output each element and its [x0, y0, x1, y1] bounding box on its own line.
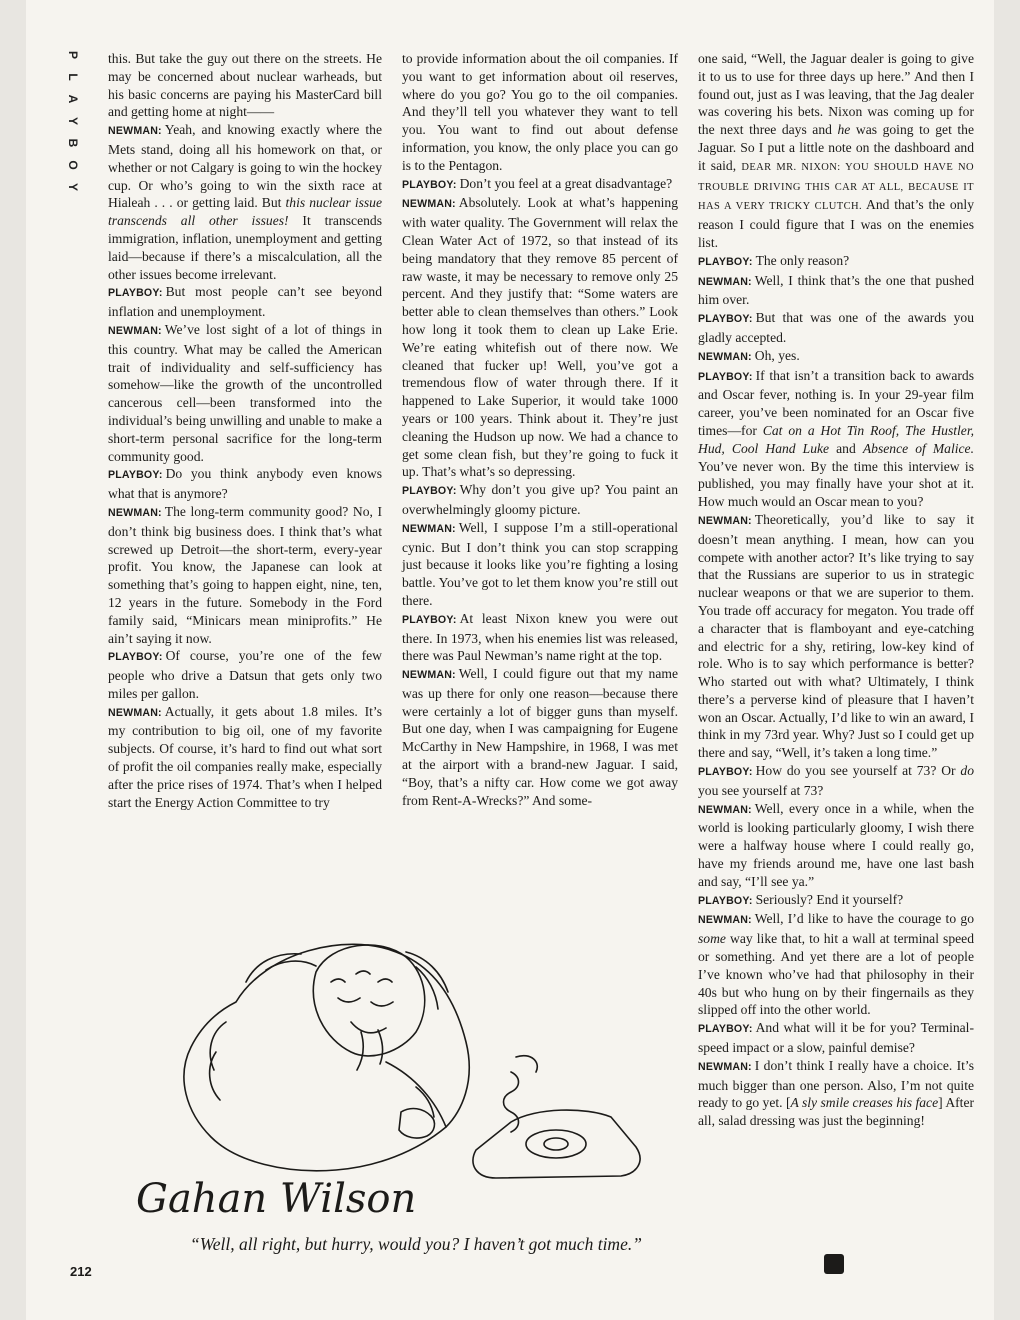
- text-run: But most people can’t see beyond inflation and unemployment.: [108, 284, 382, 320]
- speaker-label: NEWMAN:: [108, 324, 162, 337]
- speaker-label: NEWMAN:: [698, 914, 752, 927]
- column-2: [402, 50, 678, 809]
- masthead-letter: P: [66, 50, 80, 59]
- page-number: 212: [70, 1264, 92, 1279]
- interview-paragraph: [108, 465, 382, 503]
- masthead-letter: Y: [66, 182, 80, 191]
- interview-paragraph: [698, 891, 974, 911]
- text-run: Do you think anybody even knows what that is anymore?: [108, 466, 382, 502]
- text-run: Yeah, and knowing exactly where the Mets stand, doing all his homework on that, or whether or not Calgary is going to win the hockey cup. Or who’s going to win the sixth race at Hialeah . . . or getting laid. But: [108, 122, 382, 211]
- text-run: The long-term community good? No, I don’t think big business does. I think that’s what screwed up Detroit—the short-term, every-year profit. You know, the Japanese can look at something that’s going to happen eight, nine, ten, 12 years in the future. Somebody in the Ford family said, “Minicars mean miniprofits.” He ain’t saying it now.: [108, 503, 382, 646]
- telephone-icon: [473, 1110, 640, 1178]
- speaker-label: NEWMAN:: [698, 514, 752, 527]
- text-run: do: [960, 763, 974, 779]
- interview-paragraph: [698, 252, 974, 272]
- interview-paragraph: [698, 50, 974, 252]
- masthead-letter: B: [66, 138, 80, 148]
- text-run: Well, I suppose I’m a still-operational cynic. But I don’t think you can stop scrapping just because it looks like you’re fighting a losing battle. You’ve got to let them know you’re still out there.: [402, 519, 678, 608]
- text-run: way like that, to hit a wall at terminal speed or something. And yet there are a lot of people I’ve known who’ve had that philosophy in their 40s but who hung on by their fingernails as they slipped off into the other world.: [698, 931, 974, 1018]
- interview-paragraph: [698, 762, 974, 800]
- text-run: he: [837, 122, 851, 138]
- speaker-label: PLAYBOY:: [698, 766, 753, 779]
- speaker-label: PLAYBOY:: [698, 313, 753, 326]
- speaker-label: NEWMAN:: [402, 669, 456, 682]
- text-run: Seriously? End it yourself?: [755, 891, 904, 907]
- cartoon-illustration: [116, 912, 676, 1222]
- interview-paragraph: [402, 519, 678, 610]
- text-run: At least Nixon knew you were out there. In 1973, when his enemies list was released, there was Paul Newman’s name right at the top.: [402, 610, 678, 664]
- text-run: Well, I’d like to have the courage to go: [754, 911, 974, 927]
- interview-paragraph: [402, 610, 678, 665]
- interview-paragraph: [698, 272, 974, 310]
- masthead-letter: O: [66, 160, 80, 170]
- text-run: You’ve never won. By the time this interview is published, you may finally have your shot at it. How much would an Oscar mean to you?: [698, 458, 974, 510]
- speaker-label: PLAYBOY:: [108, 287, 163, 300]
- speaker-label: NEWMAN:: [698, 275, 752, 288]
- text-run: Cat on a Hot Tin Roof, The Hustler, Hud, Cool Hand Luke: [698, 422, 974, 456]
- text-run: Actually, it gets about 1.8 miles. It’s my contribution to big oil, one of my favorite subjects. Of course, it’s hard to find out what sort of profit the oil companies really make, especially after the price rises of 1974. That’s when I helped start the Energy Action Committee to try: [108, 703, 382, 810]
- text-run: to provide information about the oil companies. If you want to get information about oil reserves, where do you go? You go to the oil companies. And they’ll tell you whatever they want to tell you. You want to find out about defense information, you know, the only place you can go is to the Pentagon.: [402, 51, 678, 173]
- text-run: How do you see yourself at 73? Or: [755, 763, 961, 779]
- speaker-label: PLAYBOY:: [108, 469, 163, 482]
- interview-paragraph: [698, 1057, 974, 1130]
- interview-paragraph: [402, 481, 678, 519]
- speaker-label: PLAYBOY:: [698, 255, 753, 268]
- speaker-label: PLAYBOY:: [698, 1023, 753, 1036]
- text-run: I don’t think I really have a choice. It’s much bigger than one person. Also, I’m not quite ready to go yet. [: [698, 1057, 974, 1111]
- interview-paragraph: [698, 1019, 974, 1057]
- text-run: If that isn’t a transition back to awards and Oscar fever, nothing is. In your 29-year film career, you’ve been nominated for an Oscar five times—for: [698, 367, 974, 438]
- text-run: this. But take the guy out there on the streets. He may be concerned about nuclear warheads, but his basic concerns are paying his MasterCard bill and getting home at night——: [108, 51, 382, 120]
- interview-paragraph: [698, 309, 974, 347]
- interview-paragraph: [402, 194, 678, 481]
- text-run: Oh, yes.: [754, 347, 800, 363]
- text-run: Absence of Malice.: [862, 440, 974, 456]
- speaker-label: NEWMAN:: [108, 125, 162, 138]
- interview-paragraph: [108, 503, 382, 647]
- speaker-label: PLAYBOY:: [698, 370, 753, 383]
- text-run: Absolutely. Look at what’s happening with water quality. The Government will relax the Clean Water Act of 1972, so that instead of its being mandatory that they remove 85 percent of raw waste, it may be necessary to remove only 25 percent. And they justify that: “Some waters are better able to clean themselves than others.” Look how long it took them to clean up Lake Erie. We’re eating whitefish out of there now. We cleaned that fucker up! Well, you’ve got a tremendous flow of water through there. If it happened to Lake Superior, it would take 1000 years or 100 years. Think about it. They’re just cleaning the Hudson up now. We had a chance to get some clean fish, but they’re going to fuck it up. That’s what’s so depressing.: [402, 195, 678, 480]
- interview-paragraph: [108, 647, 382, 702]
- speaker-label: NEWMAN:: [402, 522, 456, 535]
- speaker-label: NEWMAN:: [108, 506, 162, 519]
- text-run: DEAR MR. NIXON: YOU SHOULD HAVE NO TROUBLE DRIVING THIS CAR AT ALL, BECAUSE IT HAS A VERY TRICKY CLUTCH.: [698, 161, 974, 213]
- text-run: And what will it be for you? Terminal-speed impact or a slow, painful demise?: [698, 1020, 974, 1056]
- interview-paragraph: [402, 50, 678, 175]
- text-run: you see yourself at 73?: [698, 782, 824, 798]
- interview-paragraph: [698, 347, 974, 367]
- masthead-letter: Y: [66, 116, 80, 125]
- interview-paragraph: [698, 910, 974, 1019]
- text-run: Don’t you feel at a great disadvantage?: [459, 175, 673, 191]
- interview-paragraph: [108, 283, 382, 321]
- text-run: Of course, you’re one of the few people who drive a Datsun that gets only two miles per gallon.: [108, 648, 382, 701]
- speaker-label: NEWMAN:: [698, 1060, 752, 1073]
- magazine-page: [26, 0, 994, 1320]
- speaker-label: NEWMAN:: [698, 803, 752, 816]
- masthead-letter: A: [66, 94, 80, 104]
- text-run: some: [698, 931, 726, 947]
- speaker-label: PLAYBOY:: [402, 485, 457, 498]
- figure-head: [313, 945, 424, 1056]
- interview-paragraph: [698, 367, 974, 511]
- interview-paragraph: [108, 321, 382, 465]
- text-run: and: [829, 440, 863, 456]
- masthead-vertical: [66, 44, 80, 198]
- text-run: But that was one of the awards you gladly accepted.: [698, 310, 974, 345]
- artist-signature: Gahan Wilson: [136, 1176, 417, 1222]
- text-run: ] After all, salad dressing was just the beginning!: [698, 1095, 974, 1129]
- column-1: [108, 50, 382, 811]
- cartoon-caption: “Well, all right, but hurry, would you? I haven’t got much time.”: [190, 1234, 642, 1254]
- text-run: Why don’t you give up? You paint an overwhelmingly gloomy picture.: [402, 482, 678, 517]
- interview-paragraph: [108, 121, 382, 283]
- speaker-label: NEWMAN:: [402, 198, 456, 211]
- interview-paragraph: [698, 800, 974, 891]
- text-run: Well, I could figure out that my name was up there for only one reason—because there were certainly a lot of bigger guns than myself. But one day, when I was campaigning for Eugene McCarthy in New Hampshire, in 1968, I was met at the airport with a brand-new Jaguar. I said, “Boy, that’s a nifty car. How come we got away from Rent-A-Wrecks?” And some-: [402, 666, 678, 808]
- interview-paragraph: [402, 665, 678, 809]
- text-run: And that’s the only reason I could figure that I was on the enemies list.: [698, 197, 974, 250]
- interview-paragraph: [108, 50, 382, 121]
- text-run: one said, “Well, the Jaguar dealer is going to give it to us to use for three days up here.” And then I found out, just as I was leaving, that the Jag dealer was covering his bets. Nixon was coming up for the next three days and: [698, 51, 974, 138]
- speaker-label: PLAYBOY:: [698, 894, 753, 907]
- speaker-label: NEWMAN:: [698, 350, 752, 363]
- masthead-letter: L: [66, 73, 80, 81]
- speaker-label: PLAYBOY:: [402, 178, 457, 191]
- text-run: We’ve lost sight of a lot of things in this country. What may be called the American trait of individuality and self-sufficiency has somehow—like the growth of the uncontrolled cancerous cell—been transformed into the individual’s being unwilling and unable to make a short-term personal sacrifice for the long-term community good.: [108, 321, 382, 464]
- text-run: Well, I think that’s the one that pushed him over.: [698, 272, 974, 308]
- column-3: [698, 50, 974, 1130]
- text-run: Well, every once in a while, when the world is looking particularly gloomy, I wish there were a halfway house where I could really go, have my friends around me, have one last bash and say, “I’ll see ya.”: [698, 800, 974, 889]
- interview-paragraph: [698, 511, 974, 762]
- playboy-bunny-endmark-icon: [824, 1254, 844, 1274]
- speaker-label: PLAYBOY:: [108, 651, 163, 664]
- text-run: The only reason?: [755, 252, 850, 268]
- interview-paragraph: [108, 703, 382, 812]
- text-run: A sly smile creases his face: [790, 1095, 939, 1111]
- text-run: was going to get the Jaguar. So I put a little note on the dashboard and it said,: [698, 122, 975, 173]
- text-run: Theoretically, you’d like to say it doesn’t mean anything. I mean, how can you compete with another actor? It’s like trying to say that the Russians are superior to us in strategic nuclear weapons or that we are superior to them. You trade off accuracy for megaton. You trade off a character that is flamboyant and eye-catching and electric for a shy, retiring, low-key kind of role. Who is to say which performance is better? Who started out with what? Ultimately, I think there’s a perverse kind of pleasure that I haven’t won an Oscar. Actually, I’d like to win an award, I think in my 73rd year. Why? Just so I could get up there and say, “Well, it’s taken a long time.”: [698, 511, 974, 761]
- interview-paragraph: [402, 175, 678, 195]
- speaker-label: NEWMAN:: [108, 706, 162, 719]
- speaker-label: PLAYBOY:: [402, 613, 457, 626]
- text-run: It transcends immigration, inflation, unemployment and getting laid—because if there’s a miscalculation, all the other issues become irrelevant.: [108, 213, 382, 282]
- hand: [399, 1109, 434, 1138]
- text-run: this nuclear issue transcends all other issues!: [108, 195, 383, 229]
